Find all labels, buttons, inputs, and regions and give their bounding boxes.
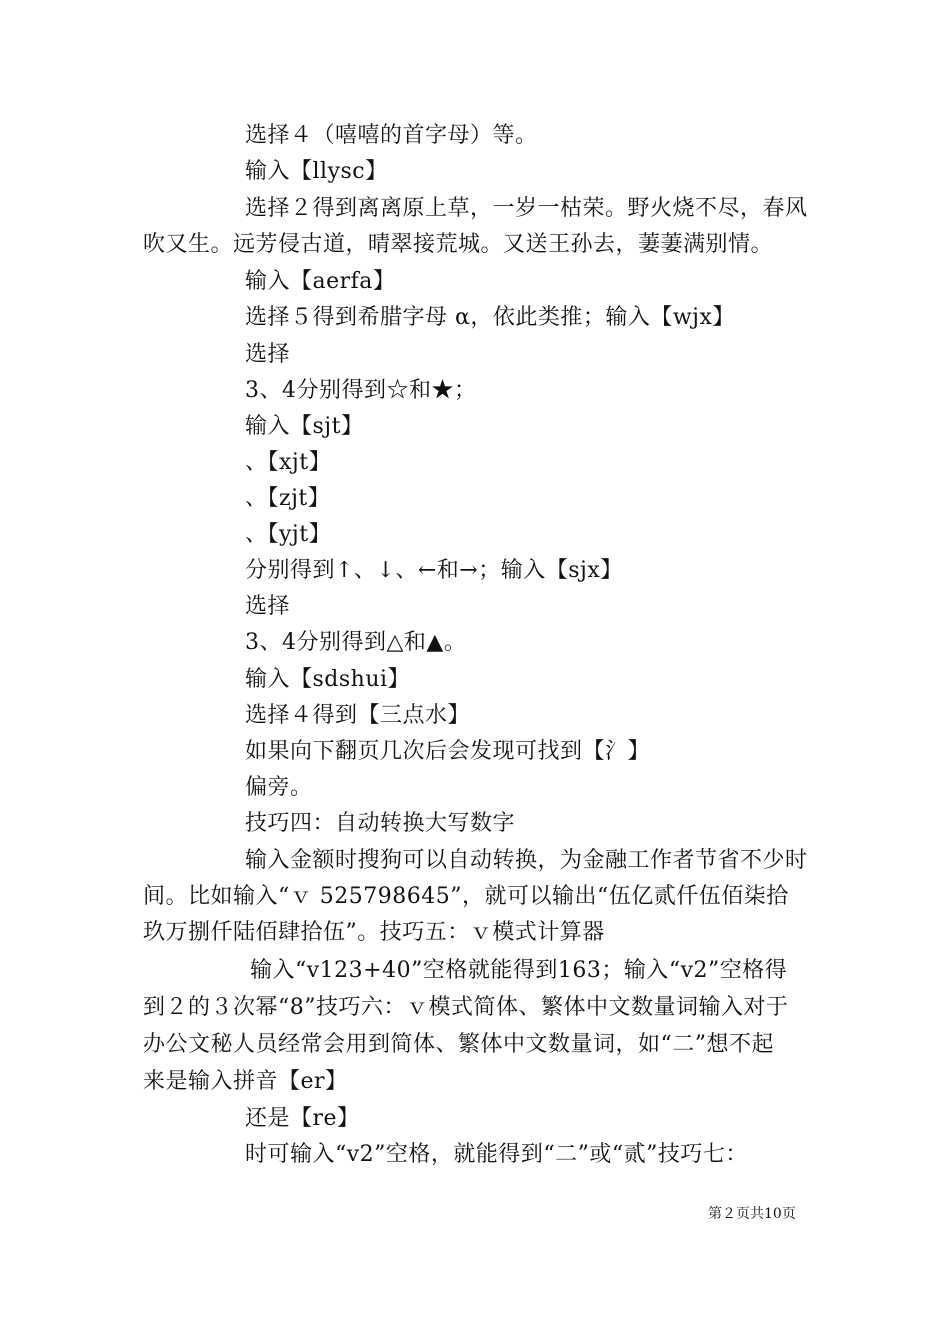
text-line-15: 3、4分别得到△和▲。: [245, 630, 467, 655]
text-line-13: 分别得到↑、↓、←和→；输入【sjx】: [245, 558, 623, 583]
text-line-1: 选择４（嘻嘻的首字母）等。: [245, 123, 538, 148]
text-line-12: 、【yjt】: [245, 522, 332, 547]
text-line-3: 选择２得到离离原上草，一岁一枯荣。野火烧不尽，春风: [245, 196, 808, 221]
text-line-25: 到２的３次幂“8”技巧六：ｖ模式简体、繁体中文数量词输入对于: [143, 995, 789, 1020]
text-line-24: 输入“v123+40”空格就能得到163；输入“v2”空格得: [250, 958, 788, 983]
section-heading: 技巧四：自动转换大写数字: [245, 811, 516, 836]
text-line-19: 偏旁。: [245, 775, 313, 800]
page-number-footer: 第２页共10页: [708, 1206, 796, 1222]
text-line-23: 玖万捌仟陆佰肆拾伍”。技巧五：ｖ模式计算器: [143, 920, 605, 945]
text-line-16: 输入【sdshui】: [245, 667, 411, 692]
text-line-27: 来是输入拼音【er】: [143, 1069, 348, 1094]
text-line-7: 选择: [245, 342, 291, 367]
text-line-8: 3、4分别得到☆和★；: [245, 378, 477, 403]
text-line-10: 、【xjt】: [245, 450, 332, 475]
text-line-4: 吹又生。远芳侵古道，晴翠接荒城。又送王孙去，萋萋满别情。: [143, 232, 774, 257]
text-line-28: 还是【re】: [245, 1106, 360, 1131]
text-line-5: 输入【aerfa】: [245, 269, 396, 294]
text-line-21: 输入金额时搜狗可以自动转换，为金融工作者节省不少时: [245, 848, 808, 873]
text-line-22: 间。比如输入“ｖ 525798645”，就可以输出“伍亿贰仟伍佰柒拾: [143, 884, 789, 909]
text-line-29: 时可输入“v2”空格，就能得到“二”或“贰”技巧七：: [245, 1142, 748, 1167]
text-line-2: 输入【llysc】: [245, 159, 388, 184]
text-line-26: 办公文秘人员经常会用到简体、繁体中文数量词，如“二”想不起: [143, 1032, 774, 1057]
text-line-11: 、【zjt】: [245, 486, 331, 511]
text-line-6: 选择５得到希腊字母 α，依此类推；输入【wjx】: [245, 305, 735, 330]
text-line-9: 输入【sjt】: [245, 414, 364, 439]
text-line-17: 选择４得到【三点水】: [245, 703, 471, 728]
text-line-18: 如果向下翻页几次后会发现可找到【氵】: [245, 739, 651, 764]
text-line-14: 选择: [245, 594, 291, 619]
